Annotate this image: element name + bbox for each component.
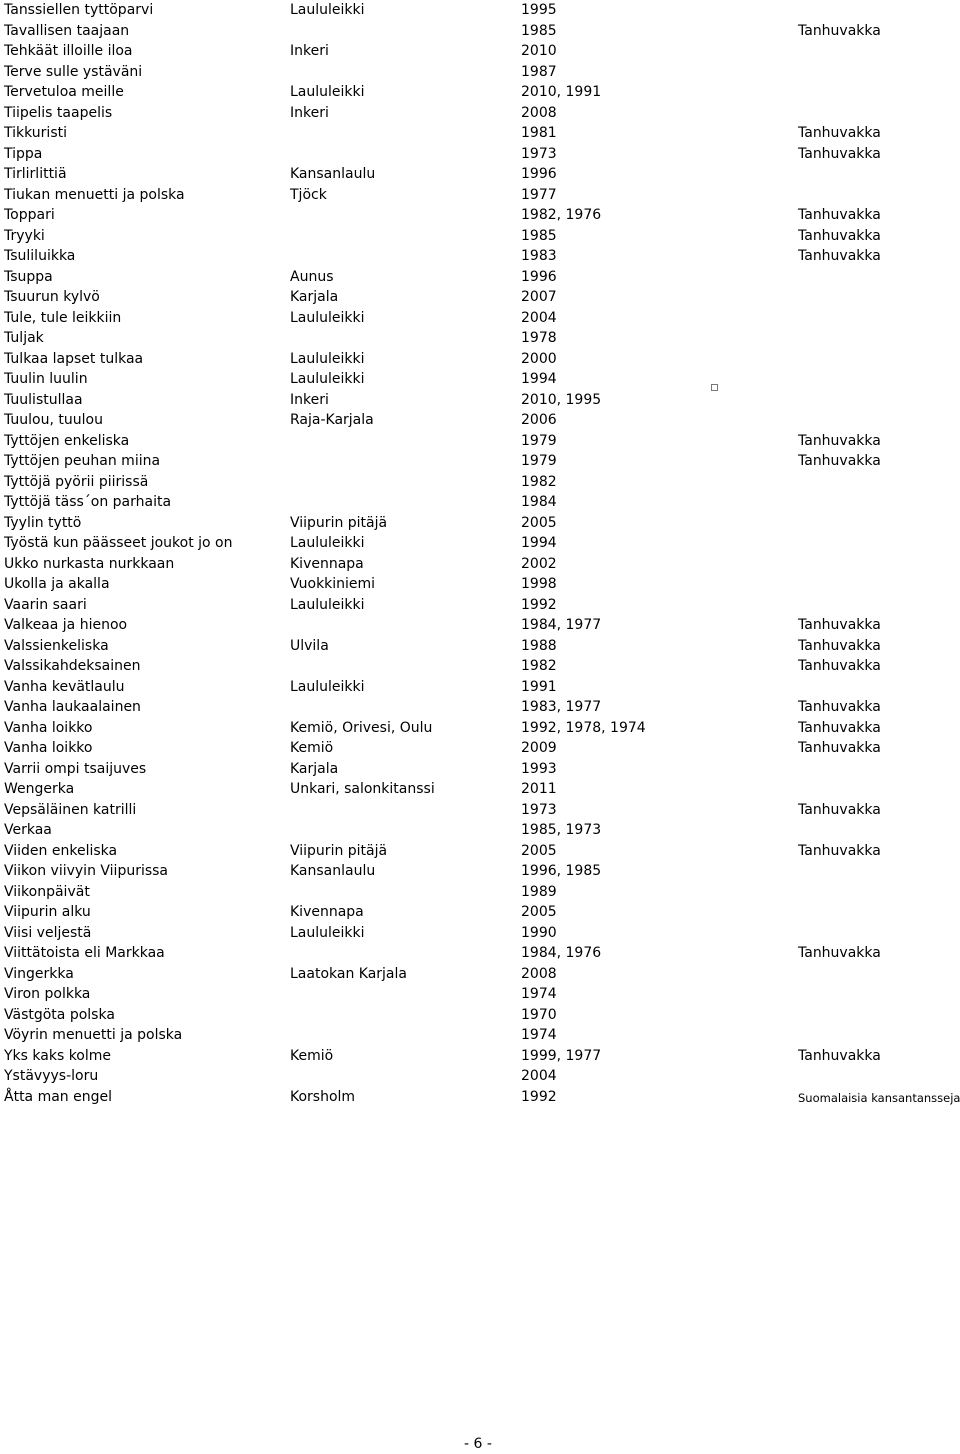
dance-year: 1982 [521,658,557,674]
dance-year: 2005 [521,842,557,859]
dance-year: 2000 [521,350,557,367]
dance-name: Viisi veljestä [4,924,92,941]
list-row [0,595,960,616]
dance-origin: Kansanlaulu [290,863,376,879]
dance-name: Tanssiellen tyttöparvi [4,2,154,18]
dance-name: Tulkaa lapset tulkaa [4,350,144,367]
dance-year: 2005 [521,904,557,920]
list-row [0,738,960,759]
list-row [0,984,960,1005]
dance-year: 1983 [521,248,557,264]
dance-name: Åtta man engel [4,1088,113,1105]
dance-year: 1999, 1977 [521,1047,602,1064]
list-row [0,636,960,657]
dance-source: Tanhuvakka [798,1047,881,1064]
list-row [0,164,960,185]
list-row [0,1046,960,1067]
dance-name: Tyttöjä pyörii piirissä [4,473,149,490]
dance-year: 2008 [521,104,557,121]
list-row [0,861,960,882]
dance-name: Tyttöjen enkeliska [4,432,130,449]
dance-year: 1996 [521,268,557,285]
dance-name: Varrii ompi tsaijuves [4,760,147,777]
dance-origin: Inkeri [290,104,329,121]
list-row [0,144,960,165]
dance-year: 1985, 1973 [521,822,602,838]
dance-year: 1977 [521,186,557,203]
dance-origin: Inkeri [290,391,329,408]
dance-year: 2011 [521,781,557,797]
dance-year: 2010, 1995 [521,391,602,408]
dance-name: Valssienkeliska [4,637,109,654]
dance-origin: Kivennapa [290,904,364,920]
list-row [0,800,960,821]
list-row [0,841,960,862]
dance-source: Tanhuvakka [798,699,881,715]
dance-source: Tanhuvakka [798,432,881,449]
dance-name: Tsuliluikka [4,248,76,264]
dance-year: 1982 [521,473,557,490]
dance-year: 2010, 1991 [521,84,602,100]
list-row [0,1087,960,1108]
list-row [0,287,960,308]
list-row [0,882,960,903]
dance-origin: Viipurin pitäjä [290,842,388,859]
dance-year: 1979 [521,432,557,449]
list-row [0,779,960,800]
list-row [0,103,960,124]
list-row [0,369,960,390]
list-row [0,923,960,944]
dance-year: 1996, 1985 [521,863,602,879]
dance-name: Viittätoista eli Markkaa [4,945,165,961]
dance-source: Suomalaisia kansantansseja [798,1090,960,1105]
dance-year: 1984, 1977 [521,617,602,633]
dance-year: 1974 [521,1027,557,1043]
dance-year: 1991 [521,678,557,695]
dance-name: Tyylin tyttö [4,514,82,531]
dance-name: Viikonpäivät [4,883,90,900]
dance-origin: Aunus [290,268,334,285]
list-row [0,390,960,411]
dance-name: Vingerkka [4,965,74,982]
list-row [0,246,960,267]
dance-year: 1985 [521,227,557,244]
dance-year: 1988 [521,637,557,654]
dance-name: Tikkuristi [4,125,67,141]
list-row [0,513,960,534]
dance-year: 2008 [521,965,557,982]
dance-name: Tavallisen taajaan [4,22,130,39]
dance-year: 1973 [521,801,557,818]
list-row [0,718,960,739]
dance-year: 1992 [521,1088,557,1105]
list-row [0,656,960,677]
dance-source: Tanhuvakka [798,740,881,756]
list-row [0,533,960,554]
dance-name: Tyttöjen peuhan miina [4,453,161,469]
list-row [0,123,960,144]
list-row [0,451,960,472]
dance-year: 1974 [521,986,557,1002]
list-row [0,328,960,349]
dance-origin: Laululeikki [290,924,365,941]
list-row [0,267,960,288]
dance-name: Valssikahdeksainen [4,658,141,674]
dance-origin: Laululeikki [290,596,365,613]
dance-source: Tanhuvakka [798,842,881,859]
dance-name: Wengerka [4,781,75,797]
dance-year: 2009 [521,740,557,756]
dance-origin: Inkeri [290,43,329,59]
dance-origin: Kivennapa [290,555,364,572]
dance-origin: Viipurin pitäjä [290,514,388,531]
list-row [0,1066,960,1087]
dance-name: Toppari [4,207,55,223]
dance-origin: Laululeikki [290,371,365,387]
dance-year: 2010 [521,43,557,59]
dance-year: 1989 [521,883,557,900]
dance-name: Viikon viivyin Viipurissa [4,863,169,879]
dance-origin: Kemiö, Orivesi, Oulu [290,719,433,736]
dance-name: Tippa [4,145,43,162]
dance-origin: Ulvila [290,637,329,654]
dance-name: Tyttöjä täss´on parhaita [4,494,172,510]
dance-source: Tanhuvakka [798,207,881,223]
dance-name: Ystävyys-loru [4,1068,99,1084]
dance-name: Tervetuloa meille [4,84,124,100]
dance-origin: Laululeikki [290,350,365,367]
list-row [0,759,960,780]
dance-year: 2002 [521,555,557,572]
list-row [0,185,960,206]
list-row [0,1005,960,1026]
list-row [0,349,960,370]
dance-name: Vanha loikko [4,740,93,756]
dance-origin: Korsholm [290,1088,356,1105]
dance-name: Vanha laukaalainen [4,699,141,715]
dance-year: 1984, 1976 [521,945,602,961]
dance-name: Viron polkka [4,986,91,1002]
small-square-icon [711,384,718,391]
dance-origin: Kemiö [290,1047,334,1064]
dance-name: Västgöta polska [4,1006,115,1023]
list-row [0,902,960,923]
dance-source: Tanhuvakka [798,227,881,244]
dance-name: Ukko nurkasta nurkkaan [4,555,175,572]
dance-origin: Laatokan Karjala [290,965,407,982]
dance-origin: Laululeikki [290,535,365,551]
dance-year: 1992, 1978, 1974 [521,719,646,736]
list-row [0,0,960,21]
list-row [0,677,960,698]
dance-source: Tanhuvakka [798,801,881,818]
dance-origin: Tjöck [290,186,327,203]
list-row [0,492,960,513]
dance-year: 1979 [521,453,557,469]
page-number: - 6 - [464,1436,492,1452]
list-row [0,820,960,841]
dance-year: 1992 [521,596,557,613]
list-row [0,205,960,226]
dance-year: 1982, 1976 [521,207,602,223]
dance-year: 2004 [521,1068,557,1084]
dance-origin: Laululeikki [290,2,365,18]
list-row [0,1025,960,1046]
dance-name: Tuulin luulin [4,371,88,387]
dance-source: Tanhuvakka [798,125,881,141]
list-row [0,472,960,493]
dance-source: Tanhuvakka [798,453,881,469]
dance-origin: Unkari, salonkitanssi [290,781,435,797]
dance-origin: Vuokkiniemi [290,576,376,592]
dance-year: 2004 [521,309,557,326]
dance-year: 1996 [521,166,557,182]
dance-name: Vöyrin menuetti ja polska [4,1027,183,1043]
dance-origin: Laululeikki [290,309,365,326]
dance-source: Tanhuvakka [798,248,881,264]
list-row [0,574,960,595]
dance-name: Tehkäät illoille iloa [4,43,133,59]
dance-name: Verkaa [4,822,52,838]
dance-name: Viiden enkeliska [4,842,118,859]
dance-origin: Kansanlaulu [290,166,376,182]
list-row [0,615,960,636]
dance-name: Tule, tule leikkiin [4,309,122,326]
list-row [0,943,960,964]
dance-name: Tuulou, tuulou [4,412,103,428]
dance-year: 2005 [521,514,557,531]
dance-name: Ukolla ja akalla [4,576,110,592]
dance-year: 1995 [521,2,557,18]
dance-name: Tsuurun kylvö [4,289,100,305]
list-row [0,964,960,985]
list-row [0,410,960,431]
list-row [0,554,960,575]
dance-year: 1987 [521,63,557,80]
dance-source: Tanhuvakka [798,637,881,654]
dance-source: Tanhuvakka [798,22,881,39]
dance-year: 1973 [521,145,557,162]
dance-origin: Karjala [290,760,339,777]
dance-name: Tuulistullaa [4,391,83,408]
list-row [0,62,960,83]
dance-origin: Raja-Karjala [290,412,374,428]
list-row [0,82,960,103]
dance-name: Vanha loikko [4,719,93,736]
list-row [0,431,960,452]
dance-name: Tiipelis taapelis [4,104,113,121]
dance-year: 1998 [521,576,557,592]
dance-name: Vanha kevätlaulu [4,678,125,695]
dance-name: Valkeaa ja hienoo [4,617,128,633]
dance-name: Vepsäläinen katrilli [4,801,137,818]
dance-name: Tryyki [4,227,45,244]
dance-source: Tanhuvakka [798,617,881,633]
dance-year: 1990 [521,924,557,941]
list-row [0,226,960,247]
dance-origin: Kemiö [290,740,334,756]
dance-year: 1993 [521,760,557,777]
dance-year: 1984 [521,494,557,510]
dance-source: Tanhuvakka [798,719,881,736]
dance-year: 1994 [521,535,557,551]
dance-year: 2006 [521,412,557,428]
dance-year: 1994 [521,371,557,387]
dance-name: Työstä kun päässeet joukot jo on [4,535,233,551]
dance-name: Viipurin alku [4,904,91,920]
dance-origin: Laululeikki [290,84,365,100]
dance-name: Vaarin saari [4,596,87,613]
dance-origin: Laululeikki [290,678,365,695]
dance-year: 1981 [521,125,557,141]
list-row [0,21,960,42]
dance-name: Tirlirlittiä [4,166,67,182]
dance-year: 2007 [521,289,557,305]
dance-name: Tsuppa [4,268,53,285]
dance-year: 1970 [521,1006,557,1023]
dance-name: Tiukan menuetti ja polska [4,186,185,203]
dance-name: Yks kaks kolme [4,1047,112,1064]
dance-year: 1985 [521,22,557,39]
dance-origin: Karjala [290,289,339,305]
list-row [0,41,960,62]
dance-source: Tanhuvakka [798,658,881,674]
dance-source: Tanhuvakka [798,145,881,162]
dance-source: Tanhuvakka [798,945,881,961]
dance-year: 1983, 1977 [521,699,602,715]
list-row [0,308,960,329]
dance-year: 1978 [521,330,557,346]
dance-name: Terve sulle ystäväni [4,63,143,80]
list-row [0,697,960,718]
dance-name: Tuljak [4,330,44,346]
